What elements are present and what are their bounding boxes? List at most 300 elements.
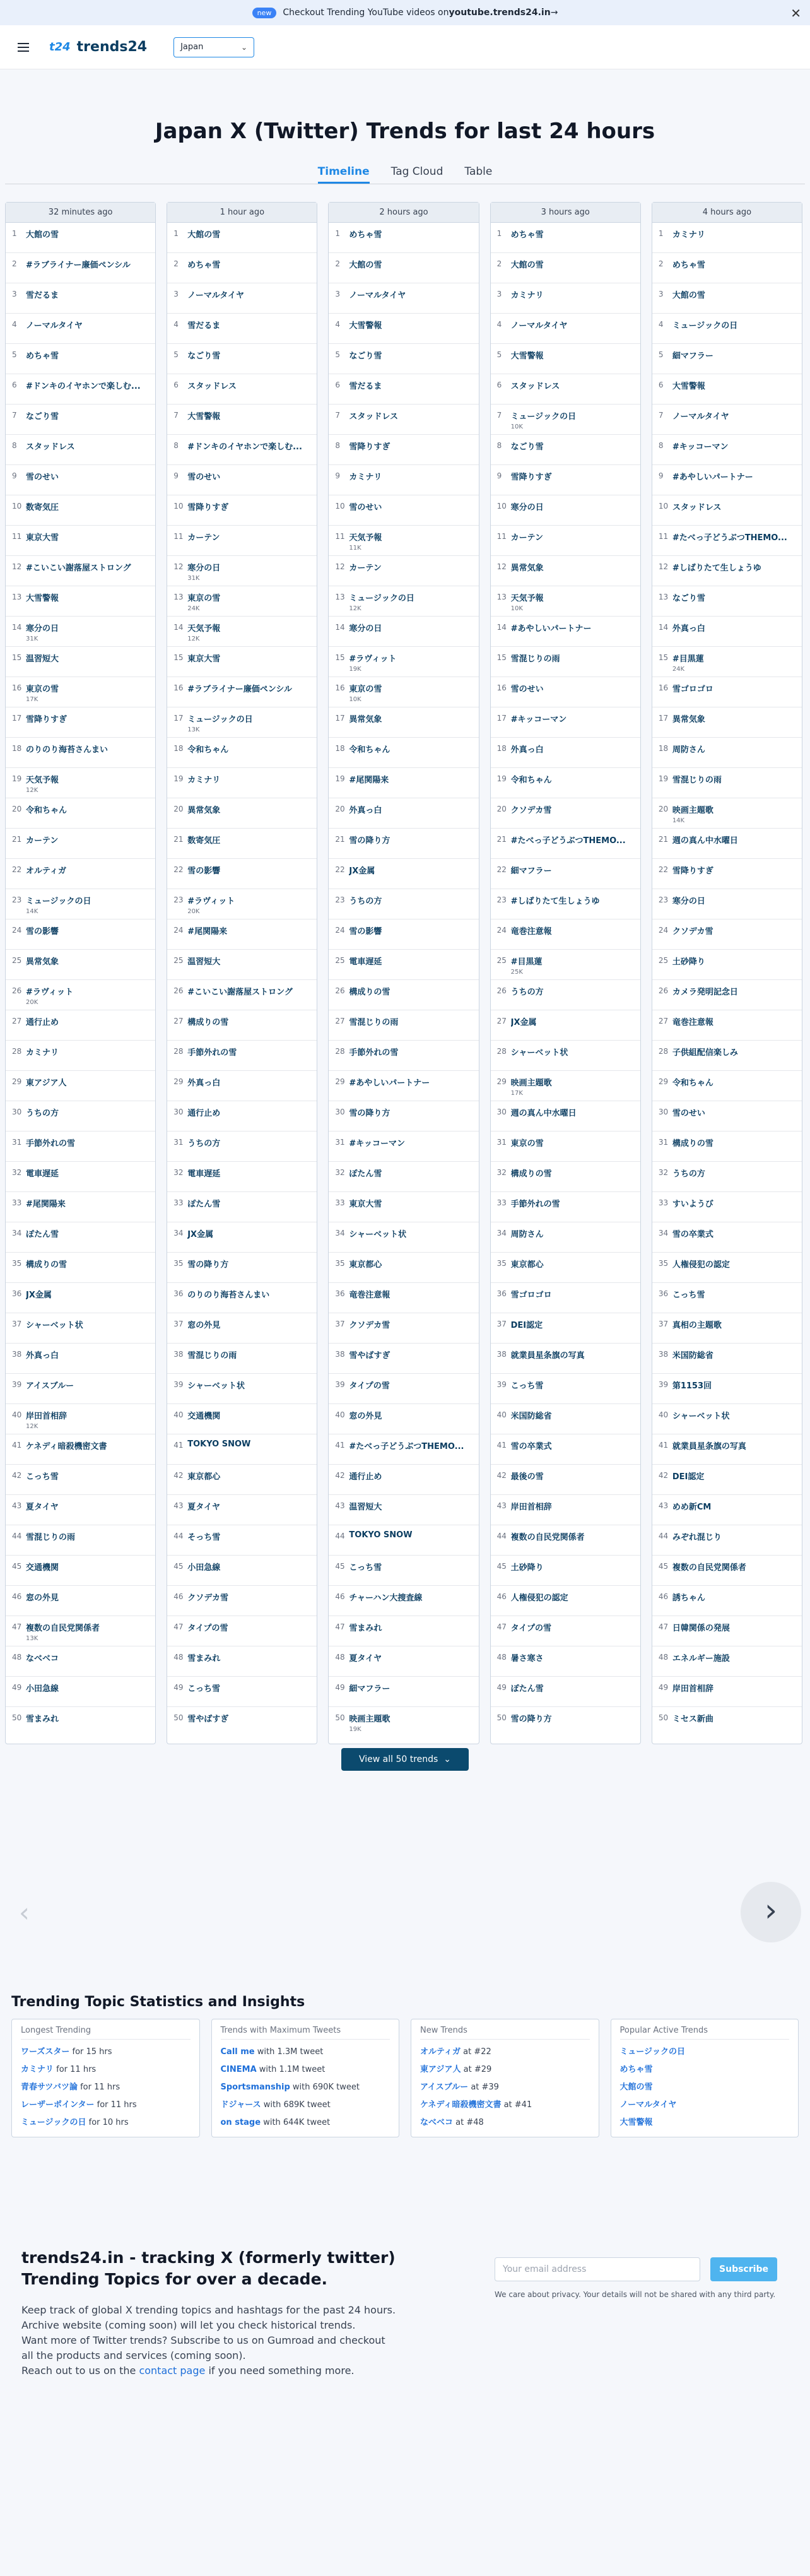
- trend-item[interactable]: [6, 526, 155, 556]
- trend-item[interactable]: [491, 1374, 640, 1404]
- trend-name[interactable]: 天気予報: [187, 624, 221, 634]
- trend-item[interactable]: [329, 1344, 478, 1374]
- trend-item[interactable]: [652, 1041, 802, 1071]
- trend-name[interactable]: 令和ちゃん: [510, 776, 552, 785]
- trend-name[interactable]: なごり雪: [26, 412, 59, 422]
- trend-item[interactable]: [6, 1434, 155, 1465]
- country-select[interactable]: [173, 37, 254, 57]
- trend-item[interactable]: [652, 1434, 802, 1465]
- trend-name[interactable]: JX金属: [349, 866, 375, 876]
- trend-name[interactable]: 令和ちゃん: [26, 806, 68, 815]
- trend-item[interactable]: [6, 1010, 155, 1041]
- trend-item[interactable]: [491, 374, 640, 405]
- trend-item[interactable]: [652, 798, 802, 829]
- trend-name[interactable]: ぽたん雪: [26, 1230, 59, 1239]
- trend-name[interactable]: 令和ちゃん: [187, 745, 229, 755]
- trend-name[interactable]: スタッドレス: [672, 503, 722, 512]
- trend-item[interactable]: [329, 919, 478, 950]
- trend-name[interactable]: シャーベット状: [672, 1412, 730, 1421]
- trend-name[interactable]: 大雪警報: [672, 382, 705, 391]
- trend-name[interactable]: 映画主題歌: [510, 1078, 552, 1088]
- trend-item[interactable]: [329, 1192, 478, 1222]
- trend-item[interactable]: [652, 1525, 802, 1556]
- trend-item[interactable]: [491, 707, 640, 738]
- trend-item[interactable]: [167, 707, 317, 738]
- trend-name[interactable]: 手節外れの雪: [349, 1048, 399, 1058]
- trend-name[interactable]: 雪降りすぎ: [187, 503, 229, 512]
- trend-item[interactable]: [329, 1041, 478, 1071]
- trend-name[interactable]: スタッドレス: [510, 382, 560, 391]
- trend-name[interactable]: めちゃ雪: [349, 230, 382, 240]
- trend-name[interactable]: なごり雪: [187, 352, 221, 361]
- trend-item[interactable]: [167, 1374, 317, 1404]
- trend-name[interactable]: 大館の雪: [26, 230, 59, 240]
- trend-name[interactable]: 構成りの雪: [187, 1018, 229, 1027]
- trend-item[interactable]: [652, 526, 802, 556]
- trend-name[interactable]: #ラブライナー廉価ペンシル: [26, 261, 131, 270]
- trend-item[interactable]: [491, 829, 640, 859]
- trend-item[interactable]: [167, 253, 317, 283]
- trend-item[interactable]: [167, 829, 317, 859]
- trend-name[interactable]: 外真っ白: [26, 1351, 59, 1361]
- trend-item[interactable]: [491, 889, 640, 919]
- trend-name[interactable]: みぞれ混じり: [672, 1533, 722, 1542]
- trend-name[interactable]: #目黒蓮: [672, 654, 704, 664]
- trend-name[interactable]: 電車遅延: [349, 957, 382, 967]
- trend-name[interactable]: 異常気象: [349, 715, 382, 724]
- trend-name[interactable]: 雪ゴロゴロ: [672, 685, 713, 694]
- trend-item[interactable]: [6, 1707, 155, 1737]
- trend-item[interactable]: [652, 405, 802, 435]
- trend-name[interactable]: JX金属: [187, 1230, 214, 1239]
- trend-item[interactable]: [652, 1222, 802, 1253]
- trend-item[interactable]: [491, 1404, 640, 1434]
- trend-name[interactable]: 東京大雪: [26, 533, 59, 543]
- subscribe-button[interactable]: Subscribe: [710, 2257, 777, 2281]
- trend-name[interactable]: 誘ちゃん: [672, 1593, 705, 1603]
- trend-name[interactable]: クソデカ雪: [510, 806, 552, 815]
- trend-item[interactable]: [6, 405, 155, 435]
- trend-item[interactable]: [167, 1041, 317, 1071]
- trend-item[interactable]: [6, 889, 155, 919]
- trend-item[interactable]: [167, 223, 317, 253]
- stats-trend-link[interactable]: on stage: [220, 2118, 261, 2127]
- trend-name[interactable]: TOKYO SNOW: [187, 1439, 251, 1449]
- trend-name[interactable]: 交通機関: [26, 1563, 59, 1573]
- trend-name[interactable]: 雪のせい: [349, 503, 382, 512]
- stats-trend-link[interactable]: ミュージックの日: [619, 2047, 685, 2057]
- trend-name[interactable]: 大館の雪: [349, 261, 382, 270]
- stats-trend-link[interactable]: 東アジア人: [420, 2065, 461, 2074]
- trend-item[interactable]: [167, 859, 317, 889]
- trend-name[interactable]: 寒分の日: [349, 624, 382, 634]
- trend-item[interactable]: [6, 344, 155, 374]
- trend-name[interactable]: カミナリ: [349, 473, 382, 482]
- trend-item[interactable]: [167, 1253, 317, 1283]
- trend-item[interactable]: [491, 1434, 640, 1465]
- trend-item[interactable]: [491, 435, 640, 465]
- trend-item[interactable]: [329, 586, 478, 617]
- trend-name[interactable]: 夏タイヤ: [26, 1503, 59, 1512]
- trend-name[interactable]: #あやしいパートナー: [672, 473, 753, 482]
- trend-name[interactable]: 人権侵犯の認定: [672, 1260, 730, 1270]
- trend-item[interactable]: [167, 1677, 317, 1707]
- trend-item[interactable]: [167, 1071, 317, 1101]
- trend-name[interactable]: 令和ちゃん: [672, 1078, 713, 1088]
- trend-item[interactable]: [167, 1646, 317, 1677]
- trend-item[interactable]: [652, 586, 802, 617]
- trend-item[interactable]: [491, 1677, 640, 1707]
- tab-table[interactable]: Table: [464, 165, 493, 178]
- trend-item[interactable]: [6, 1616, 155, 1646]
- trend-name[interactable]: #キッコーマン: [672, 442, 729, 452]
- trend-name[interactable]: #ラヴィット: [187, 897, 235, 906]
- trend-item[interactable]: [167, 950, 317, 980]
- trend-name[interactable]: 大雪警報: [26, 594, 59, 603]
- menu-icon[interactable]: [18, 43, 29, 52]
- trend-name[interactable]: 数寄気圧: [26, 503, 59, 512]
- trend-name[interactable]: うちの方: [349, 897, 382, 906]
- trend-item[interactable]: [6, 1283, 155, 1313]
- trend-item[interactable]: [167, 1010, 317, 1041]
- trend-item[interactable]: [491, 1344, 640, 1374]
- trend-name[interactable]: スタッドレス: [26, 442, 75, 452]
- trend-item[interactable]: [491, 223, 640, 253]
- trend-item[interactable]: [329, 1222, 478, 1253]
- trend-name[interactable]: 雪のせい: [187, 473, 221, 482]
- trend-item[interactable]: [6, 738, 155, 768]
- trend-item[interactable]: [652, 1283, 802, 1313]
- trend-name[interactable]: 小田急線: [187, 1563, 221, 1573]
- trend-name[interactable]: 米国防総省: [510, 1412, 552, 1421]
- trend-name[interactable]: カミナリ: [672, 230, 705, 240]
- trend-item[interactable]: [329, 1374, 478, 1404]
- trend-item[interactable]: [652, 617, 802, 647]
- trend-name[interactable]: #ドンキのイヤホンで楽しむ...: [26, 382, 141, 391]
- stats-trend-link[interactable]: ドジャース: [220, 2100, 261, 2110]
- trend-name[interactable]: 岸田首相辞: [510, 1503, 552, 1512]
- trend-name[interactable]: シャーベット状: [26, 1321, 83, 1330]
- trend-item[interactable]: [6, 283, 155, 314]
- trend-item[interactable]: [329, 405, 478, 435]
- trend-name[interactable]: 外真っ白: [187, 1078, 221, 1088]
- trend-item[interactable]: [491, 768, 640, 798]
- trend-item[interactable]: [491, 1101, 640, 1131]
- trend-name[interactable]: 東京の雪: [349, 685, 382, 694]
- trend-name[interactable]: カミナリ: [187, 776, 221, 785]
- trend-item[interactable]: [6, 253, 155, 283]
- carousel-next-icon[interactable]: ›: [741, 1882, 801, 1942]
- trend-item[interactable]: [6, 950, 155, 980]
- trend-item[interactable]: [329, 1646, 478, 1677]
- trend-item[interactable]: [491, 1253, 640, 1283]
- trend-name[interactable]: 細マフラー: [510, 866, 552, 876]
- trend-item[interactable]: [329, 798, 478, 829]
- trend-name[interactable]: #こいこい謝落屋ストロング: [26, 564, 131, 573]
- trend-item[interactable]: [491, 1556, 640, 1586]
- trend-name[interactable]: めめ新CM: [672, 1503, 712, 1512]
- trend-item[interactable]: [329, 1010, 478, 1041]
- trend-name[interactable]: こっち雪: [187, 1684, 220, 1694]
- trend-name[interactable]: 窓の外見: [26, 1593, 59, 1603]
- trend-item[interactable]: [652, 1162, 802, 1192]
- trend-item[interactable]: [329, 980, 478, 1010]
- trend-item[interactable]: [491, 738, 640, 768]
- trend-item[interactable]: [167, 1404, 317, 1434]
- trend-item[interactable]: [329, 1616, 478, 1646]
- trend-name[interactable]: 構成りの雪: [26, 1260, 68, 1270]
- email-input[interactable]: Your email address: [495, 2257, 700, 2281]
- trend-name[interactable]: 雪まみれ: [349, 1624, 382, 1633]
- trend-item[interactable]: [6, 1556, 155, 1586]
- trend-name[interactable]: 細マフラー: [672, 352, 713, 361]
- trend-item[interactable]: [329, 1283, 478, 1313]
- trend-item[interactable]: [652, 314, 802, 344]
- trend-name[interactable]: 天気予報: [26, 776, 59, 785]
- trend-name[interactable]: 雪だるま: [349, 382, 382, 391]
- trend-name[interactable]: すいようび: [672, 1200, 713, 1209]
- trend-item[interactable]: [329, 314, 478, 344]
- trend-item[interactable]: [652, 1010, 802, 1041]
- trend-item[interactable]: [329, 889, 478, 919]
- trend-name[interactable]: 雪の降り方: [510, 1715, 552, 1724]
- trend-item[interactable]: [329, 1313, 478, 1344]
- trend-item[interactable]: [652, 1131, 802, 1162]
- trend-name[interactable]: 温習短大: [187, 957, 221, 967]
- trend-name[interactable]: 数寄気圧: [187, 836, 221, 846]
- trend-item[interactable]: [491, 495, 640, 526]
- trend-name[interactable]: TOKYO SNOW: [349, 1530, 413, 1540]
- trend-name[interactable]: 周防さん: [510, 1230, 544, 1239]
- trend-name[interactable]: 交通機関: [187, 1412, 221, 1421]
- trend-name[interactable]: カミナリ: [510, 291, 544, 300]
- trend-name[interactable]: 大館の雪: [187, 230, 221, 240]
- trend-name[interactable]: シャーベット状: [349, 1230, 407, 1239]
- trend-item[interactable]: [329, 374, 478, 405]
- stats-trend-link[interactable]: Call me: [220, 2047, 255, 2057]
- trend-name[interactable]: 雪の降り方: [349, 836, 390, 846]
- trend-name[interactable]: 通行止め: [349, 1472, 382, 1482]
- trend-item[interactable]: [329, 677, 478, 707]
- trend-item[interactable]: [6, 1071, 155, 1101]
- trend-item[interactable]: [491, 859, 640, 889]
- trend-name[interactable]: のりのり海苔さんまい: [187, 1291, 270, 1300]
- trend-item[interactable]: [491, 1192, 640, 1222]
- trend-item[interactable]: [652, 1465, 802, 1495]
- trend-item[interactable]: [167, 1525, 317, 1556]
- trend-name[interactable]: 東京の雪: [26, 685, 59, 694]
- trend-name[interactable]: #しばりたて生しょうゆ: [510, 897, 600, 906]
- trend-name[interactable]: 岸田首相辞: [26, 1412, 68, 1421]
- trend-item[interactable]: [6, 495, 155, 526]
- trend-item[interactable]: [329, 1586, 478, 1616]
- trend-name[interactable]: 雪混じりの雨: [672, 776, 722, 785]
- trend-name[interactable]: スタッドレス: [187, 382, 237, 391]
- trend-item[interactable]: [6, 798, 155, 829]
- trend-name[interactable]: 複数の自民党関係者: [26, 1624, 100, 1633]
- trend-item[interactable]: [6, 1677, 155, 1707]
- trend-item[interactable]: [652, 465, 802, 495]
- trend-item[interactable]: [329, 859, 478, 889]
- trend-item[interactable]: [491, 1586, 640, 1616]
- trend-name[interactable]: 土砂降り: [510, 1563, 544, 1573]
- trend-name[interactable]: #あやしいパートナー: [510, 624, 592, 634]
- trend-name[interactable]: 東アジア人: [26, 1078, 67, 1088]
- contact-link[interactable]: contact page: [139, 2365, 206, 2377]
- trend-item[interactable]: [652, 435, 802, 465]
- trend-name[interactable]: 東京都心: [349, 1260, 382, 1270]
- trend-item[interactable]: [329, 1131, 478, 1162]
- trend-name[interactable]: こっち雪: [672, 1291, 705, 1300]
- trend-item[interactable]: [167, 1222, 317, 1253]
- trend-name[interactable]: #尾関陽来: [187, 927, 228, 936]
- trend-name[interactable]: 構成りの雪: [510, 1169, 552, 1179]
- trend-item[interactable]: [652, 556, 802, 586]
- trend-item[interactable]: [6, 1253, 155, 1283]
- trend-item[interactable]: [329, 647, 478, 677]
- trend-item[interactable]: [652, 283, 802, 314]
- trend-name[interactable]: 通行止め: [187, 1109, 221, 1118]
- trend-name[interactable]: 雪だるま: [26, 291, 59, 300]
- trend-name[interactable]: ノーマルタイヤ: [672, 412, 729, 422]
- trend-name[interactable]: アイスブルー: [26, 1381, 74, 1391]
- trend-name[interactable]: 雪まみれ: [26, 1715, 59, 1724]
- stats-trend-link[interactable]: ノーマルタイヤ: [619, 2100, 677, 2110]
- trend-item[interactable]: [652, 1253, 802, 1283]
- trend-name[interactable]: ノーマルタイヤ: [510, 321, 568, 331]
- trend-name[interactable]: 外真っ白: [510, 745, 544, 755]
- trend-item[interactable]: [6, 980, 155, 1010]
- trend-name[interactable]: なごり雪: [672, 594, 705, 603]
- trend-item[interactable]: [652, 1192, 802, 1222]
- tab-tag-cloud[interactable]: Tag Cloud: [390, 165, 443, 178]
- trend-item[interactable]: [6, 829, 155, 859]
- trend-item[interactable]: [652, 1556, 802, 1586]
- trend-name[interactable]: JX金属: [510, 1018, 537, 1027]
- trend-item[interactable]: [491, 1313, 640, 1344]
- trend-name[interactable]: #尾関陽来: [349, 776, 389, 785]
- trend-item[interactable]: [329, 1404, 478, 1434]
- trend-item[interactable]: [167, 465, 317, 495]
- trend-name[interactable]: めちゃ雪: [510, 230, 544, 240]
- stats-trend-link[interactable]: オルティガ: [420, 2047, 461, 2057]
- trend-name[interactable]: 小田急線: [26, 1684, 59, 1694]
- trend-name[interactable]: うちの方: [510, 988, 544, 997]
- trend-name[interactable]: 温習短大: [26, 654, 59, 664]
- trend-name[interactable]: うちの方: [187, 1139, 221, 1149]
- trend-name[interactable]: 東京の雪: [510, 1139, 544, 1149]
- trend-item[interactable]: [167, 919, 317, 950]
- trend-name[interactable]: こっち雪: [510, 1381, 544, 1391]
- trend-name[interactable]: 雪やばすぎ: [349, 1351, 390, 1361]
- trend-name[interactable]: ノーマルタイヤ: [349, 291, 406, 300]
- trend-item[interactable]: [167, 1101, 317, 1131]
- trend-name[interactable]: 土砂降り: [672, 957, 705, 967]
- trend-name[interactable]: クソデカ雪: [187, 1593, 228, 1603]
- trend-item[interactable]: [652, 1071, 802, 1101]
- trend-item[interactable]: [329, 435, 478, 465]
- trend-item[interactable]: [491, 1465, 640, 1495]
- trend-item[interactable]: [6, 677, 155, 707]
- trend-item[interactable]: [491, 1525, 640, 1556]
- trend-item[interactable]: [6, 1222, 155, 1253]
- trend-name[interactable]: 東京大雪: [187, 654, 221, 664]
- trend-item[interactable]: [167, 344, 317, 374]
- trend-name[interactable]: ぽたん雪: [187, 1200, 221, 1209]
- trend-name[interactable]: 大雪警報: [349, 321, 382, 331]
- trend-name[interactable]: こっち雪: [26, 1472, 59, 1482]
- trend-item[interactable]: [329, 1434, 478, 1465]
- trend-item[interactable]: [329, 556, 478, 586]
- trend-item[interactable]: [491, 950, 640, 980]
- trend-name[interactable]: 電車遅延: [187, 1169, 221, 1179]
- trend-name[interactable]: カーテン: [510, 533, 543, 543]
- trend-item[interactable]: [329, 1101, 478, 1131]
- trend-name[interactable]: なごり雪: [510, 442, 544, 452]
- trend-item[interactable]: [329, 1162, 478, 1192]
- trend-name[interactable]: めちゃ雪: [26, 352, 59, 361]
- trend-name[interactable]: なべベコ: [26, 1654, 59, 1663]
- trend-item[interactable]: [329, 1465, 478, 1495]
- trend-name[interactable]: #尾関陽来: [26, 1200, 66, 1209]
- trend-item[interactable]: [491, 465, 640, 495]
- trend-name[interactable]: 雪やばすぎ: [187, 1715, 229, 1724]
- trend-name[interactable]: 映画主題歌: [672, 806, 713, 815]
- trend-name[interactable]: シャーベット状: [510, 1048, 568, 1058]
- stats-trend-link[interactable]: CINEMA: [220, 2065, 257, 2074]
- trend-item[interactable]: [329, 617, 478, 647]
- trend-name[interactable]: 構成りの雪: [349, 988, 390, 997]
- trend-item[interactable]: [167, 435, 317, 465]
- trend-name[interactable]: こっち雪: [349, 1563, 382, 1573]
- trend-item[interactable]: [6, 617, 155, 647]
- trend-name[interactable]: 米国防総省: [672, 1351, 713, 1361]
- trend-name[interactable]: なごり雪: [349, 352, 382, 361]
- trend-name[interactable]: 雪の卒業式: [510, 1442, 552, 1451]
- trend-item[interactable]: [491, 1707, 640, 1737]
- trend-item[interactable]: [652, 647, 802, 677]
- trend-name[interactable]: 雪降りすぎ: [349, 442, 390, 452]
- trend-item[interactable]: [652, 223, 802, 253]
- trend-name[interactable]: タイプの雪: [187, 1624, 228, 1633]
- view-all-button[interactable]: [341, 1748, 469, 1771]
- trend-name[interactable]: 天気予報: [349, 533, 382, 543]
- trend-name[interactable]: 雪の影響: [349, 927, 382, 936]
- trend-item[interactable]: [652, 1313, 802, 1344]
- trend-item[interactable]: [652, 1646, 802, 1677]
- trend-item[interactable]: [167, 1283, 317, 1313]
- logo-icon[interactable]: t24: [49, 40, 71, 54]
- trend-item[interactable]: [6, 1192, 155, 1222]
- trend-item[interactable]: [167, 647, 317, 677]
- trend-name[interactable]: 第1153回: [672, 1381, 712, 1391]
- trend-item[interactable]: [491, 1162, 640, 1192]
- trend-item[interactable]: [6, 1344, 155, 1374]
- stats-trend-link[interactable]: アイスブルー: [420, 2083, 469, 2092]
- trend-name[interactable]: 寒分の日: [672, 897, 705, 906]
- trend-item[interactable]: [167, 405, 317, 435]
- trend-name[interactable]: 真相の主題歌: [672, 1321, 722, 1330]
- trend-item[interactable]: [167, 556, 317, 586]
- trend-name[interactable]: クソデカ雪: [349, 1321, 390, 1330]
- trend-item[interactable]: [652, 950, 802, 980]
- trend-name[interactable]: #あやしいパートナー: [349, 1078, 430, 1088]
- trend-item[interactable]: [652, 1586, 802, 1616]
- trend-item[interactable]: [6, 374, 155, 405]
- trend-item[interactable]: [329, 253, 478, 283]
- trend-item[interactable]: [6, 223, 155, 253]
- stats-trend-link[interactable]: 青春サツバツ論: [21, 2083, 78, 2092]
